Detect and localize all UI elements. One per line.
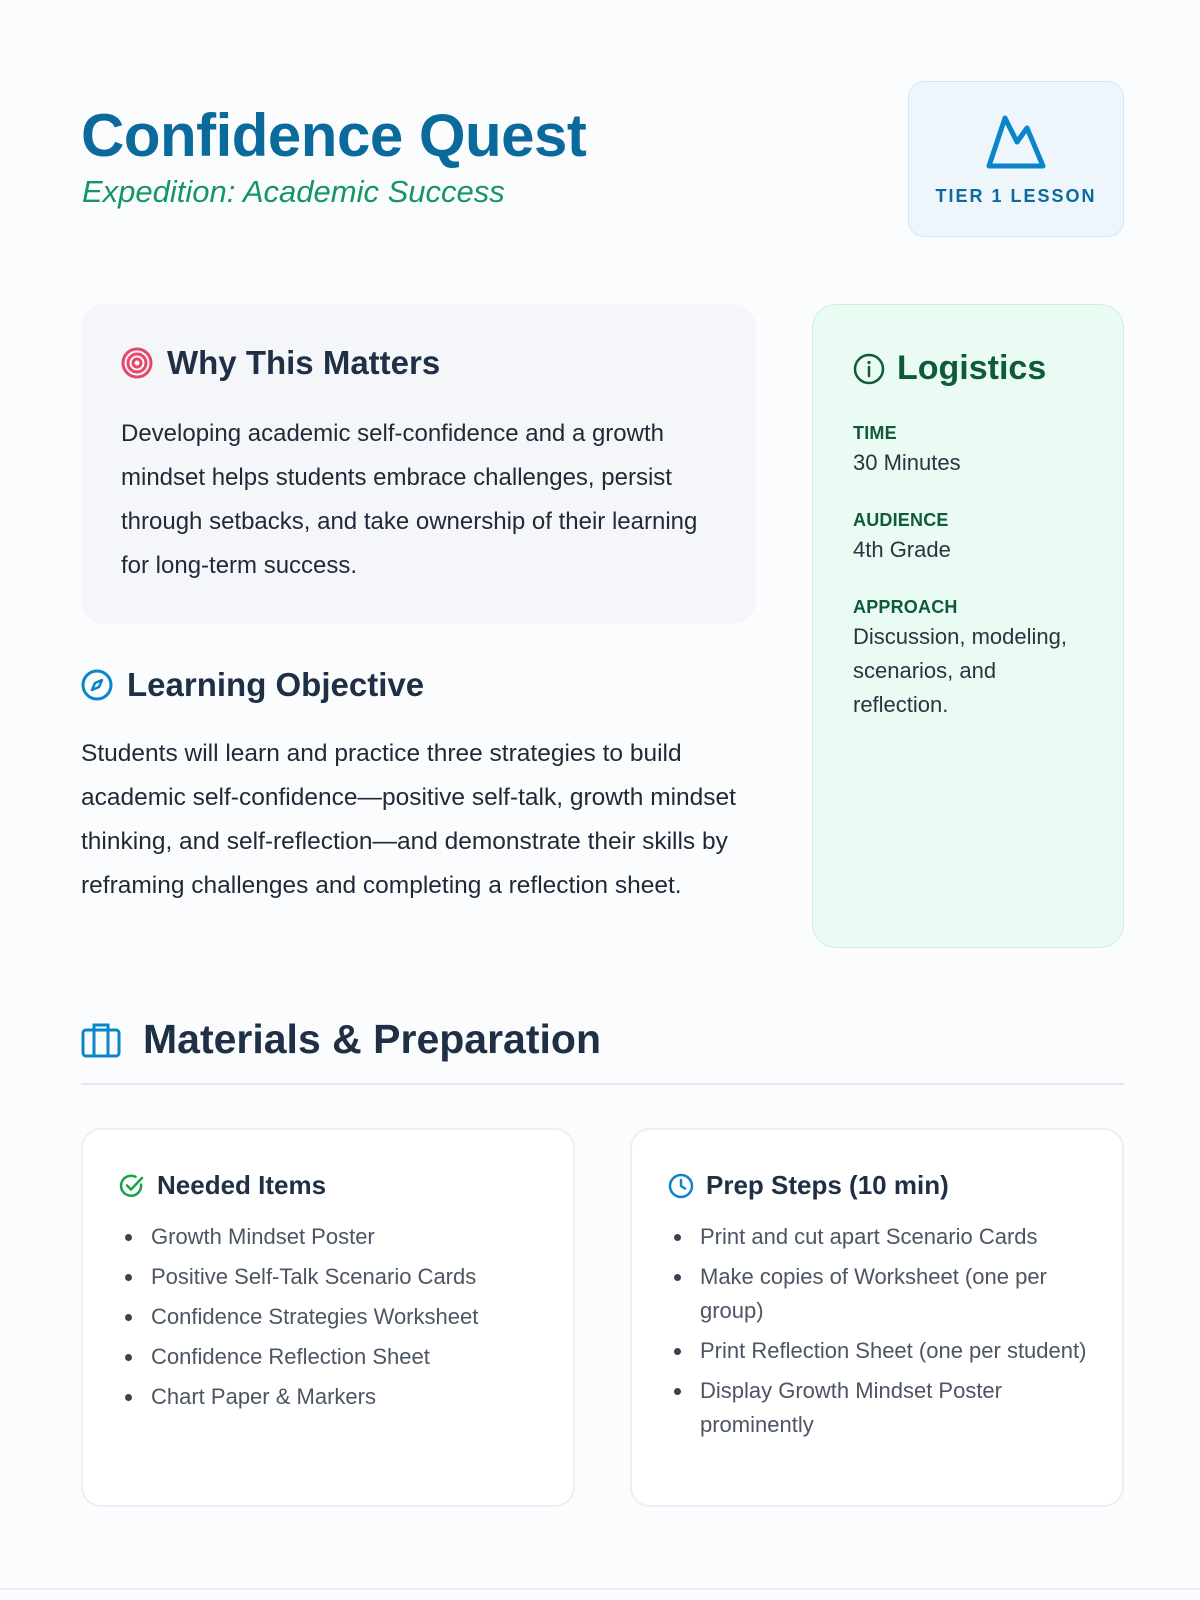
- list-item: Chart Paper & Markers: [151, 1380, 551, 1414]
- why-text: Developing academic self-confidence and a growth mindset helps students embrace challenges, persist through setbacks, and take ownership of their learning for long-term success.: [121, 420, 698, 579]
- target-icon: [121, 347, 153, 379]
- logistics-heading: Logistics: [897, 349, 1047, 387]
- logistics-approach-value: Discussion, modeling, scenarios, and reflection.: [853, 624, 1067, 717]
- list-item: Confidence Strategies Worksheet: [151, 1300, 551, 1334]
- section-divider: [81, 1083, 1124, 1085]
- briefcase-icon: [81, 1022, 121, 1058]
- page-subtitle: Expedition: Academic Success: [82, 174, 505, 209]
- list-item: Display Growth Mindset Poster prominently: [700, 1374, 1100, 1442]
- prep-steps-list: [700, 1220, 1100, 1448]
- logistics-audience-value: 4th Grade: [853, 537, 951, 562]
- tier-badge-label: TIER 1 LESSON: [935, 186, 1097, 206]
- logistics-time: [853, 423, 1093, 480]
- logistics-card: [812, 304, 1124, 948]
- logistics-time-value: 30 Minutes: [853, 450, 961, 475]
- prep-steps-card: [630, 1128, 1124, 1507]
- materials-heading-row: [81, 1016, 601, 1063]
- objective-heading: Learning Objective: [127, 666, 425, 703]
- logistics-audience: [853, 510, 1093, 567]
- list-item: Growth Mindset Poster: [151, 1220, 551, 1254]
- list-item: Print and cut apart Scenario Cards: [700, 1220, 1100, 1254]
- list-item: Positive Self-Talk Scenario Cards: [151, 1260, 551, 1294]
- list-item: Print Reflection Sheet (one per student): [700, 1334, 1100, 1368]
- prep-steps-heading: Prep Steps (10 min): [706, 1170, 949, 1200]
- logistics-approach: [853, 597, 1093, 722]
- objective-heading-row: [81, 666, 424, 704]
- logistics-audience-label: AUDIENCE: [853, 510, 949, 530]
- needed-items-heading-row: [119, 1170, 326, 1201]
- logistics-time-label: TIME: [853, 423, 897, 443]
- objective-text: Students will learn and practice three strategies to build academic self-confidence—positive self-talk, growth mindset thinking, and self-reflection—and demonstrate their skills by reframing challenges and completing a reflection sheet.: [81, 740, 736, 899]
- needed-items-list: [151, 1220, 551, 1420]
- page-title: Confidence Quest: [81, 102, 587, 169]
- footer-divider: [0, 1588, 1200, 1590]
- prep-steps-heading-row: [668, 1170, 949, 1201]
- logistics-heading-row: [853, 349, 1046, 388]
- check-circle-icon: [119, 1173, 145, 1199]
- mountain-icon: [983, 112, 1049, 172]
- list-item: Make copies of Worksheet (one per group): [700, 1260, 1100, 1328]
- compass-icon: [81, 669, 113, 701]
- materials-heading: Materials & Preparation: [143, 1016, 601, 1062]
- why-heading-row: [121, 344, 440, 382]
- why-heading: Why This Matters: [167, 344, 441, 381]
- list-item: Confidence Reflection Sheet: [151, 1340, 551, 1374]
- why-this-matters-card: [81, 304, 756, 624]
- info-icon: [853, 353, 885, 385]
- tier-badge: [908, 81, 1124, 237]
- needed-items-card: [81, 1128, 575, 1507]
- needed-items-heading: Needed Items: [157, 1170, 327, 1200]
- logistics-approach-label: APPROACH: [853, 597, 958, 617]
- clock-icon: [668, 1173, 694, 1199]
